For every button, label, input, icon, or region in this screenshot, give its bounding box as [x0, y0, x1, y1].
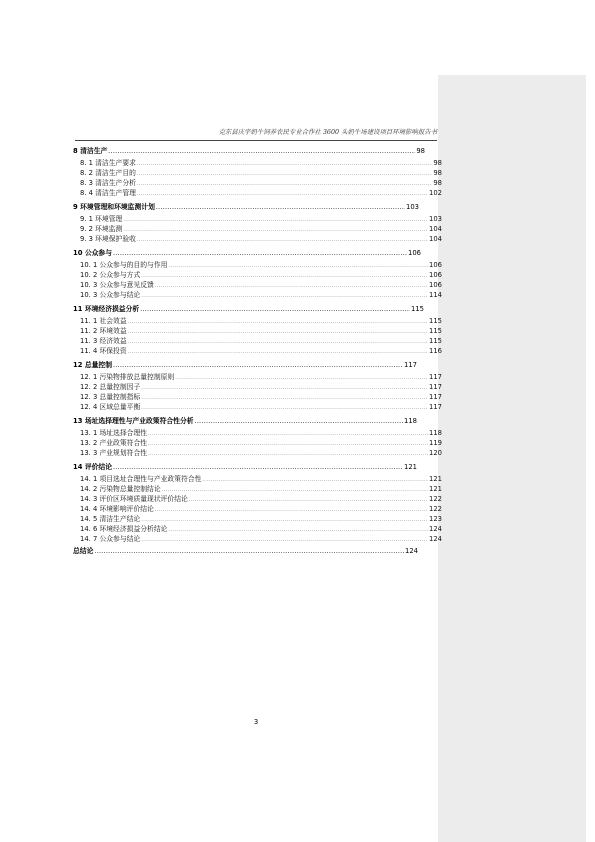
toc-section-entry[interactable] — [80, 335, 442, 345]
toc-page-number: 114 — [429, 291, 442, 299]
toc-entry-title: 8. 4 清洁生产管理 — [80, 189, 136, 197]
toc-page-number: 115 — [411, 305, 424, 313]
toc-page-number: 103 — [406, 203, 419, 211]
toc-page-number: 119 — [429, 439, 442, 447]
toc-entry-title: 11 环境经济损益分析 — [73, 305, 140, 313]
toc-leader-dots — [113, 251, 407, 257]
toc-leader-dots — [108, 149, 415, 155]
toc-page-number: 106 — [429, 261, 442, 269]
toc-chapter-entry[interactable] — [73, 461, 417, 471]
toc-entry-title: 12. 1 污染物排放总量控制原则 — [80, 373, 175, 381]
toc-entry-title: 14. 3 评价区环境质量现状评价结论 — [80, 495, 188, 503]
toc-section-entry[interactable] — [80, 177, 442, 187]
toc-section-entry[interactable] — [80, 279, 442, 289]
toc-leader-dots — [94, 549, 404, 555]
toc-section-entry[interactable] — [80, 289, 442, 299]
toc-leader-dots — [156, 205, 405, 211]
toc-section-entry[interactable] — [80, 513, 442, 523]
toc-entry-title: 8. 2 清洁生产目的 — [80, 169, 136, 177]
toc-page-number: 117 — [429, 383, 442, 391]
toc-entry-title: 8. 1 清洁生产要求 — [80, 159, 136, 167]
toc-chapter-entry[interactable] — [73, 545, 418, 555]
toc-page-number: 120 — [429, 449, 442, 457]
toc-entry-title: 13. 1 场址选择合理性 — [80, 429, 148, 437]
toc-page-number: 115 — [429, 317, 442, 325]
toc-page-number: 104 — [429, 225, 442, 233]
toc-entry-title: 14. 7 公众参与结论 — [80, 535, 141, 543]
toc-section-entry[interactable] — [80, 473, 442, 483]
toc-entry-title: 12. 4 区域总量平衡 — [80, 403, 141, 411]
toc-page-number: 118 — [429, 429, 442, 437]
toc-leader-dots — [141, 293, 428, 299]
toc-entry-title: 11. 1 社会效益 — [80, 317, 127, 325]
toc-leader-dots — [113, 465, 403, 471]
toc-page-number: 98 — [433, 179, 442, 187]
toc-leader-dots — [113, 363, 403, 369]
toc-leader-dots — [128, 349, 428, 355]
toc-section-entry[interactable] — [80, 493, 442, 503]
toc-entry-title: 12. 2 总量控制因子 — [80, 383, 141, 391]
toc-section-entry[interactable] — [80, 157, 442, 167]
toc-entry-title: 10. 3 公众参与结论 — [80, 291, 141, 299]
toc-leader-dots — [195, 419, 403, 425]
toc-page-number: 121 — [429, 485, 442, 493]
toc-page-number: 121 — [429, 475, 442, 483]
running-header: 克东县庆宇奶牛饲养农民专业合作社 3600 头奶牛场建设项目环境影响报告书 — [218, 128, 437, 136]
toc-page-number: 117 — [404, 361, 417, 369]
toc-page-number: 117 — [429, 393, 442, 401]
toc-section-entry[interactable] — [80, 523, 442, 533]
toc-entry-title: 13. 3 产业规划符合性 — [80, 449, 148, 457]
toc-entry-title: 14 评价结论 — [73, 463, 113, 471]
toc-entry-title: 9. 1 环境管理 — [80, 215, 123, 223]
toc-section-entry[interactable] — [80, 401, 442, 411]
toc-section-entry[interactable] — [80, 427, 442, 437]
toc-entry-title: 14. 2 污染物总量控制结论 — [80, 485, 161, 493]
toc-section-entry[interactable] — [80, 269, 442, 279]
toc-entry-title: 11. 3 经济效益 — [80, 337, 127, 345]
toc-page-number: 106 — [408, 249, 421, 257]
toc-entry-title: 9. 3 环境保护验收 — [80, 235, 136, 243]
toc-entry-title: 14. 5 清洁生产结论 — [80, 515, 141, 523]
toc-chapter-entry[interactable] — [73, 303, 424, 313]
toc-leader-dots — [148, 451, 428, 457]
toc-section-entry[interactable] — [80, 259, 442, 269]
toc-section-entry[interactable] — [80, 325, 442, 335]
toc-leader-dots — [137, 237, 428, 243]
toc-entry-title: 总结论 — [73, 547, 94, 555]
toc-page-number: 124 — [429, 535, 442, 543]
toc-section-entry[interactable] — [80, 533, 442, 543]
toc-entry-title: 11. 4 环保投资 — [80, 347, 127, 355]
toc-chapter-entry[interactable] — [73, 201, 419, 211]
toc-page-number: 122 — [429, 505, 442, 513]
toc-entry-title: 10 公众参与 — [73, 249, 113, 257]
toc-entry-title: 12. 3 总量控制指标 — [80, 393, 141, 401]
toc-page-number: 117 — [429, 403, 442, 411]
toc-entry-title: 10. 1 公众参与的目的与作用 — [80, 261, 168, 269]
toc-entry-title: 8. 3 清洁生产分析 — [80, 179, 136, 187]
toc-entry-title: 9. 2 环境监测 — [80, 225, 123, 233]
comment-gutter — [438, 75, 586, 842]
toc-entry-title: 8 清洁生产 — [73, 147, 108, 155]
toc-page-number: 122 — [429, 495, 442, 503]
toc-chapter-entry[interactable] — [73, 145, 425, 155]
toc-page-number: 106 — [429, 271, 442, 279]
toc-chapter-entry[interactable] — [73, 247, 421, 257]
toc-page-number: 103 — [429, 215, 442, 223]
toc-entry-title: 10. 2 公众参与方式 — [80, 271, 141, 279]
toc-chapter-entry[interactable] — [73, 359, 417, 369]
toc-section-entry[interactable] — [80, 391, 442, 401]
toc-section-entry[interactable] — [80, 371, 442, 381]
toc-page-number: 115 — [429, 327, 442, 335]
toc-page-number: 121 — [404, 463, 417, 471]
toc-page-number: 102 — [429, 189, 442, 197]
toc-section-entry[interactable] — [80, 437, 442, 447]
toc-section-entry[interactable] — [80, 223, 442, 233]
toc-entry-title: 13 场址选择理性与产业政策符合性分析 — [73, 417, 194, 425]
page-number: 3 — [253, 718, 259, 726]
toc-page-number: 115 — [429, 337, 442, 345]
toc-entry-title: 9 环境管理和环境监测计划 — [73, 203, 155, 211]
toc-section-entry[interactable] — [80, 503, 442, 513]
toc-page-number: 98 — [416, 147, 425, 155]
toc-section-entry[interactable] — [80, 381, 442, 391]
toc-page-number: 118 — [404, 417, 417, 425]
toc-page-number: 116 — [429, 347, 442, 355]
toc-section-entry[interactable] — [80, 187, 442, 197]
toc-section-entry[interactable] — [80, 447, 442, 457]
toc-page-number: 124 — [429, 525, 442, 533]
toc-page-number: 104 — [429, 235, 442, 243]
toc-entry-title: 10. 3 公众参与意见反馈 — [80, 281, 154, 289]
toc-entry-title: 14. 4 环境影响评价结论 — [80, 505, 154, 513]
toc-leader-dots — [137, 191, 428, 197]
header-rule — [75, 140, 437, 141]
toc-page-number: 98 — [433, 169, 442, 177]
toc-page-number: 124 — [405, 547, 418, 555]
toc-section-entry[interactable] — [80, 483, 442, 493]
toc-entry-title: 13. 2 产业政策符合性 — [80, 439, 148, 447]
toc-leader-dots — [141, 537, 428, 543]
toc-page-number: 106 — [429, 281, 442, 289]
toc-section-entry[interactable] — [80, 167, 442, 177]
toc-section-entry[interactable] — [80, 233, 442, 243]
toc-section-entry[interactable] — [80, 345, 442, 355]
toc-section-entry[interactable] — [80, 315, 442, 325]
toc-entry-title: 11. 2 环境效益 — [80, 327, 127, 335]
toc-entry-title: 14. 6 环境经济损益分析结论 — [80, 525, 168, 533]
toc-page-number: 123 — [429, 515, 442, 523]
toc-leader-dots — [140, 307, 410, 313]
toc-page-number: 98 — [433, 159, 442, 167]
toc-section-entry[interactable] — [80, 213, 442, 223]
toc-entry-title: 12 总量控制 — [73, 361, 113, 369]
toc-entry-title: 14. 1 项目选址合理性与产业政策符合性 — [80, 475, 202, 483]
toc-leader-dots — [141, 405, 428, 411]
toc-page-number: 117 — [429, 373, 442, 381]
toc-chapter-entry[interactable] — [73, 415, 417, 425]
